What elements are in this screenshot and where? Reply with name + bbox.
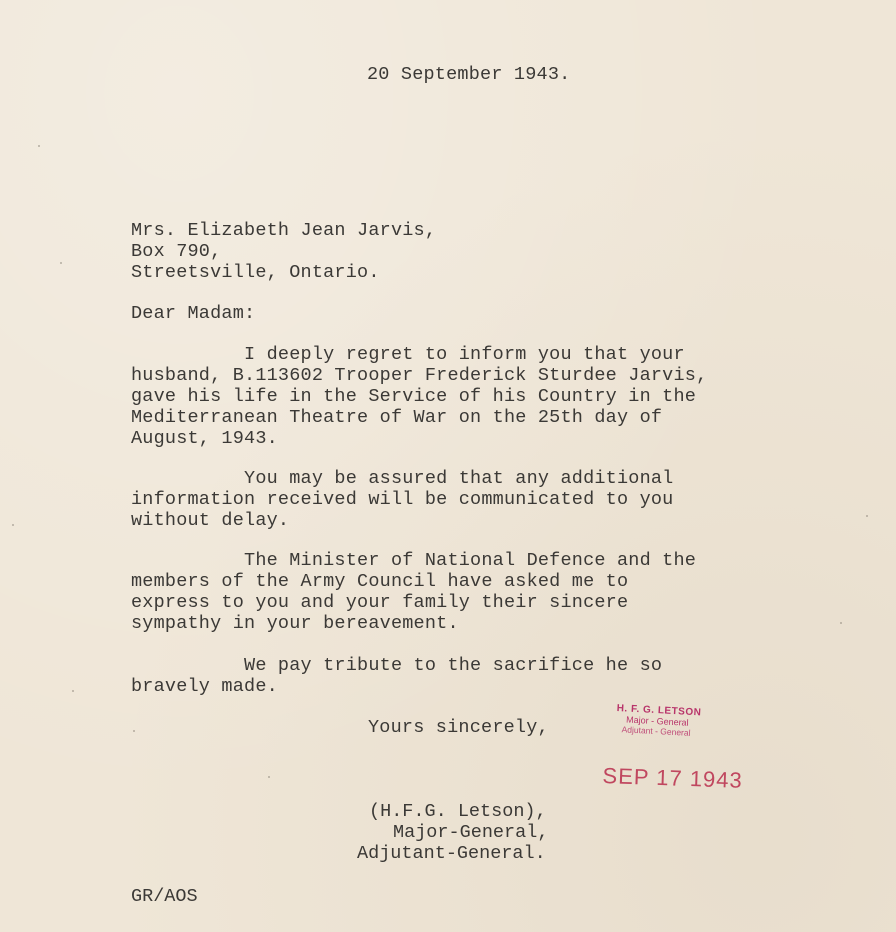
paper-speck — [866, 515, 868, 517]
paragraph-line: without delay. — [131, 510, 290, 531]
paper-speck — [72, 690, 74, 692]
signatory-name: (H.F.G. Letson), — [369, 801, 547, 822]
paper-speck — [60, 262, 62, 264]
recipient-address-line-1: Box 790, — [131, 241, 222, 262]
signatory-rank: Major-General, — [393, 822, 549, 843]
salutation: Dear Madam: — [131, 303, 256, 324]
paragraph-line: sympathy in your bereavement. — [131, 613, 459, 634]
received-date-stamp: SEP 17 1943 — [602, 763, 744, 793]
recipient-address-line-2: Streetsville, Ontario. — [131, 262, 380, 283]
recipient-name: Mrs. Elizabeth Jean Jarvis, — [131, 220, 437, 241]
signature-stamp — [615, 703, 726, 740]
paragraph-line: husband, B.113602 Trooper Frederick Sturdee Jarvis, — [131, 365, 708, 386]
paragraph-line: August, 1943. — [131, 428, 278, 449]
stamp-title: Adjutant - General — [621, 724, 691, 738]
stamp-name: H. F. G. LETSON — [616, 703, 702, 719]
signatory-title: Adjutant-General. — [357, 843, 546, 864]
paragraph-line: We pay tribute to the sacrifice he so — [131, 655, 663, 676]
paper-speck — [840, 622, 842, 624]
paragraph-line: The Minister of National Defence and the — [131, 550, 697, 571]
paper-speck — [133, 730, 135, 732]
paper-speck — [12, 524, 14, 526]
letter-date: 20 September 1943. — [367, 64, 571, 85]
paragraph-line: Mediterranean Theatre of War on the 25th day of — [131, 407, 663, 428]
paragraph-line: gave his life in the Service of his Country in the — [131, 386, 697, 407]
paragraph-line: express to you and your family their sincere — [131, 592, 629, 613]
paragraph-line: I deeply regret to inform you that your — [131, 344, 685, 365]
reference-initials: GR/AOS — [131, 886, 198, 907]
paragraph-line: members of the Army Council have asked me to — [131, 571, 629, 592]
paragraph-line: information received will be communicated to you — [131, 489, 674, 510]
paragraph-line: You may be assured that any additional — [131, 468, 674, 489]
paper-speck — [268, 776, 270, 778]
stamp-rank: Major - General — [625, 714, 689, 728]
paragraph-line: bravely made. — [131, 676, 278, 697]
closing: Yours sincerely, — [368, 717, 549, 738]
paper-speck — [38, 145, 40, 147]
